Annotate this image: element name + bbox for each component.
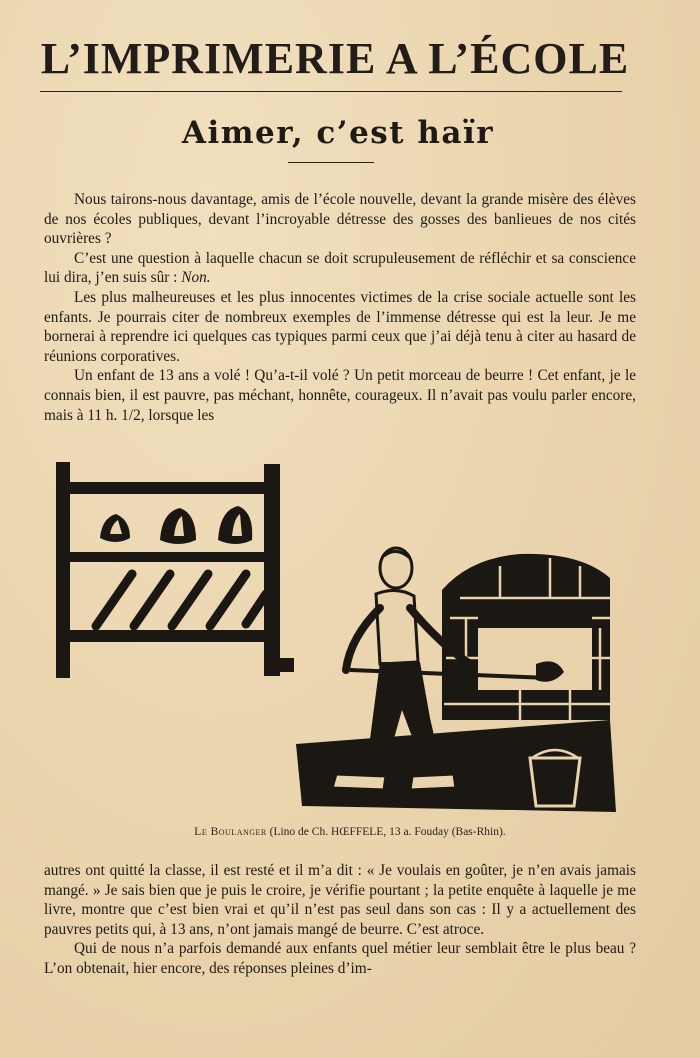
paragraph-4: Un enfant de 13 ans a volé ! Qu’a-t-il volé ? Un petit morceau de beurre ! Cet enfant, je le connais bien, il est pauvre, pas méchant, honnête, courageux. Il n’avait pas voulu parler encore, mais à 11 h. 1/2, lorsque les bbox=[44, 367, 636, 424]
bread-loaves bbox=[100, 506, 252, 544]
paragraph-1: Nous tairons-nous davantage, amis de l’école nouvelle, devant la grande misère des élèves de nos écoles publiques, devant l’incroyable détresse des gosses des banlieues de nos cités ouvrières ? bbox=[44, 191, 636, 248]
illustration-caption bbox=[40, 826, 660, 838]
baguettes bbox=[96, 574, 266, 626]
paragraph-3: Les plus malheureuses et les plus innocentes victimes de la crise sociale actuelle sont les enfants. Je pourrais citer de nombreux exemples de l’immense détresse qui est la leur. Je me bornerai à reprendre ici quelques cas typiques parmi ceux que j’ai déjà tenu à citer au hasard de réunions corporatives. bbox=[44, 288, 636, 365]
caption-detail: (Lino de Ch. HŒFFELE, 13 a. Fouday (Bas-Rhin). bbox=[269, 826, 506, 838]
article-body-top bbox=[44, 190, 636, 425]
paragraph-6: Qui de nous n’a parfois demandé aux enfants quel métier leur semblait être le plus beau ? L’on obtenait, hier encore, des réponses pleines d’im- bbox=[44, 940, 636, 977]
masthead-divider bbox=[40, 91, 622, 92]
caption-title: Le Boulanger bbox=[194, 826, 267, 838]
bread-oven bbox=[442, 554, 610, 720]
water-bucket bbox=[530, 750, 580, 806]
article-body-bottom bbox=[44, 861, 636, 979]
article-headline: Aimer, c’est haïr bbox=[181, 115, 495, 151]
paragraph-5: autres ont quitté la classe, il est resté et il m’a dit : « Je voulais en goûter, je n’en avais jamais mangé. » Je sais bien que je puis le croire, je vérifie pourtant ; la petite enquête à laquelle je me livre, montre que c’est bien vrai et qu’il n’est pas seul dans son cas : Il y a actuellement des pauvres petits qui, à 13 ans, n’ont jamais mangé de beurre. C’est atroce. bbox=[44, 862, 636, 938]
headline-divider bbox=[288, 162, 374, 163]
paragraph-2-answer: Non. bbox=[181, 269, 211, 287]
bread-shelf bbox=[56, 462, 294, 678]
masthead-title: L’IMPRIMERIE A L’ÉCOLE bbox=[40, 34, 630, 83]
linocut-baker-illustration bbox=[50, 458, 620, 818]
paragraph-2 bbox=[44, 249, 636, 288]
paragraph-2-text: C’est une question à laquelle chacun se doit scrupuleusement de réfléchir et sa conscience lui dira, j’en suis sûr : bbox=[44, 249, 636, 287]
